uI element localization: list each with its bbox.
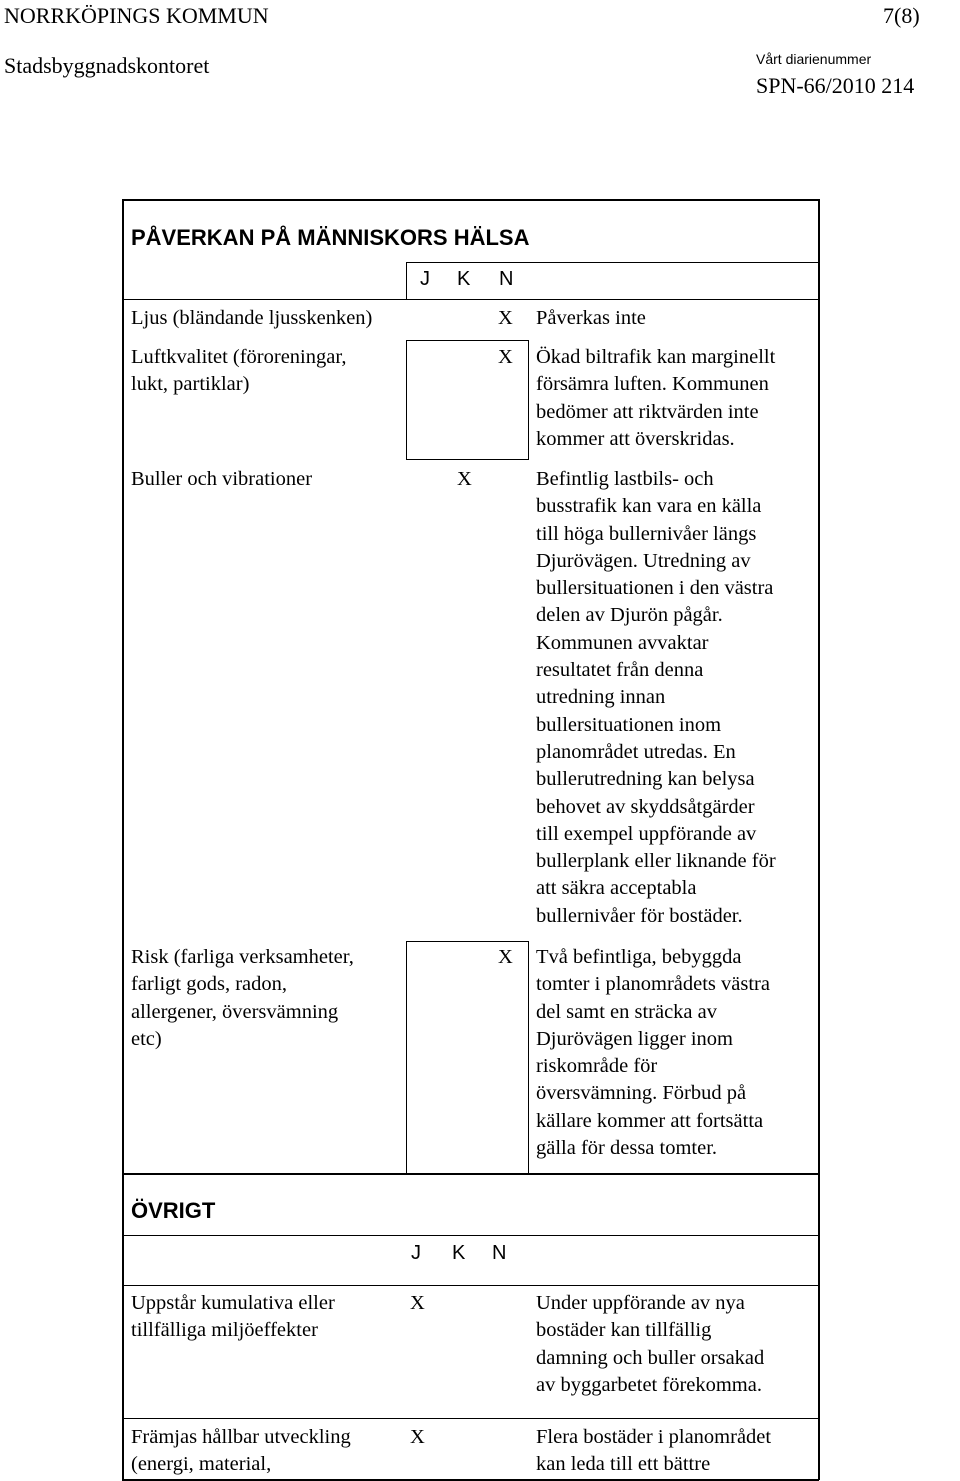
table-border-left (122, 199, 124, 1174)
assessment-mark-n: X (498, 307, 513, 329)
table-divider (122, 1285, 819, 1286)
table-border-bottom (122, 1173, 819, 1175)
column-header-n: N (499, 268, 514, 290)
assessment-mark-j: X (410, 1426, 425, 1448)
table-divider (406, 340, 407, 460)
diarie-label: Vårt diarienummer (756, 51, 872, 67)
table-divider (528, 340, 529, 460)
table-divider (406, 262, 407, 299)
column-header-k: K (452, 1242, 466, 1264)
section-title: ÖVRIGT (131, 1198, 216, 1223)
table-divider (528, 941, 529, 1174)
table-divider (406, 941, 529, 942)
table-row-comment: Ökad biltrafik kan marginellt försämra luften. Kommunen bedömer att riktvärden inte kommer att överskridas. (536, 346, 776, 450)
column-header-k: K (457, 268, 471, 290)
table-row-topic: Ljus (bländande ljusskenken) (131, 307, 373, 329)
table-border-top (122, 199, 819, 201)
department-name: Stadsbyggnadskontoret (4, 53, 210, 78)
table-border-right (818, 199, 820, 1174)
table-divider (122, 299, 819, 300)
diarie-number: SPN-66/2010 214 (756, 73, 915, 98)
table-divider (122, 1418, 819, 1419)
column-header-j: J (411, 1242, 421, 1264)
table-row-topic: Främjas hållbar utveckling (energi, material, (131, 1426, 351, 1476)
table-row-topic: Risk (farliga verksamheter, farligt gods, radon, allergener, översvämning etc) (131, 946, 354, 1050)
organization-name: NORRKÖPINGS KOMMUN (4, 3, 269, 28)
table-row-comment: Flera bostäder i planområdet kan leda till ett bättre (536, 1426, 772, 1476)
table-row-topic: Uppstår kumulativa eller tillfälliga miljöeffekter (131, 1292, 335, 1342)
column-header-n: N (492, 1242, 507, 1264)
assessment-mark-j: X (410, 1292, 425, 1314)
table-divider (122, 1235, 819, 1236)
table-divider (406, 262, 819, 263)
table-border-left (122, 1174, 124, 1480)
section-title: PÅVERKAN PÅ MÄNNISKORS HÄLSA (131, 225, 530, 250)
column-header-j: J (420, 268, 430, 290)
table-row-comment: Två befintliga, bebyggda tomter i planområdets västra del samt en sträcka av Djurövägen ligger inom riskområde för översvämning. Förbud på källare kommer att fortsätta gälla för dessa tomter. (536, 946, 770, 1160)
table-border-right (818, 1174, 820, 1480)
table-border-bottom (122, 1479, 819, 1481)
assessment-mark-k: X (457, 468, 472, 490)
table-row-comment: Befintlig lastbils- och busstrafik kan vara en källa till höga bullernivåer längs Djurövägen. Utredning av bullersituationen i den västra delen av Djurön pågår. Kommunen avvaktar resultatet från denna utredning innan bullersituationen inom planområdet utredas. En bullerutredning kan belysa behovet av skyddsåtgärder till exempel uppförande av bullerplank eller liknande för att säkra acceptabla bullernivåer för bostäder. (536, 468, 776, 927)
table-row-comment: Påverkas inte (536, 307, 646, 329)
page-number: 7(8) (883, 3, 920, 28)
assessment-mark-n: X (498, 946, 513, 968)
assessment-mark-n: X (498, 346, 513, 368)
table-row-topic: Luftkvalitet (föroreningar, lukt, partiklar) (131, 346, 347, 396)
table-divider (406, 459, 529, 460)
table-divider (406, 941, 407, 1174)
table-row-topic: Buller och vibrationer (131, 468, 313, 490)
table-row-comment: Under uppförande av nya bostäder kan tillfällig damning och buller orsakad av byggarbetet förekomma. (536, 1292, 765, 1396)
table-divider (406, 340, 529, 341)
